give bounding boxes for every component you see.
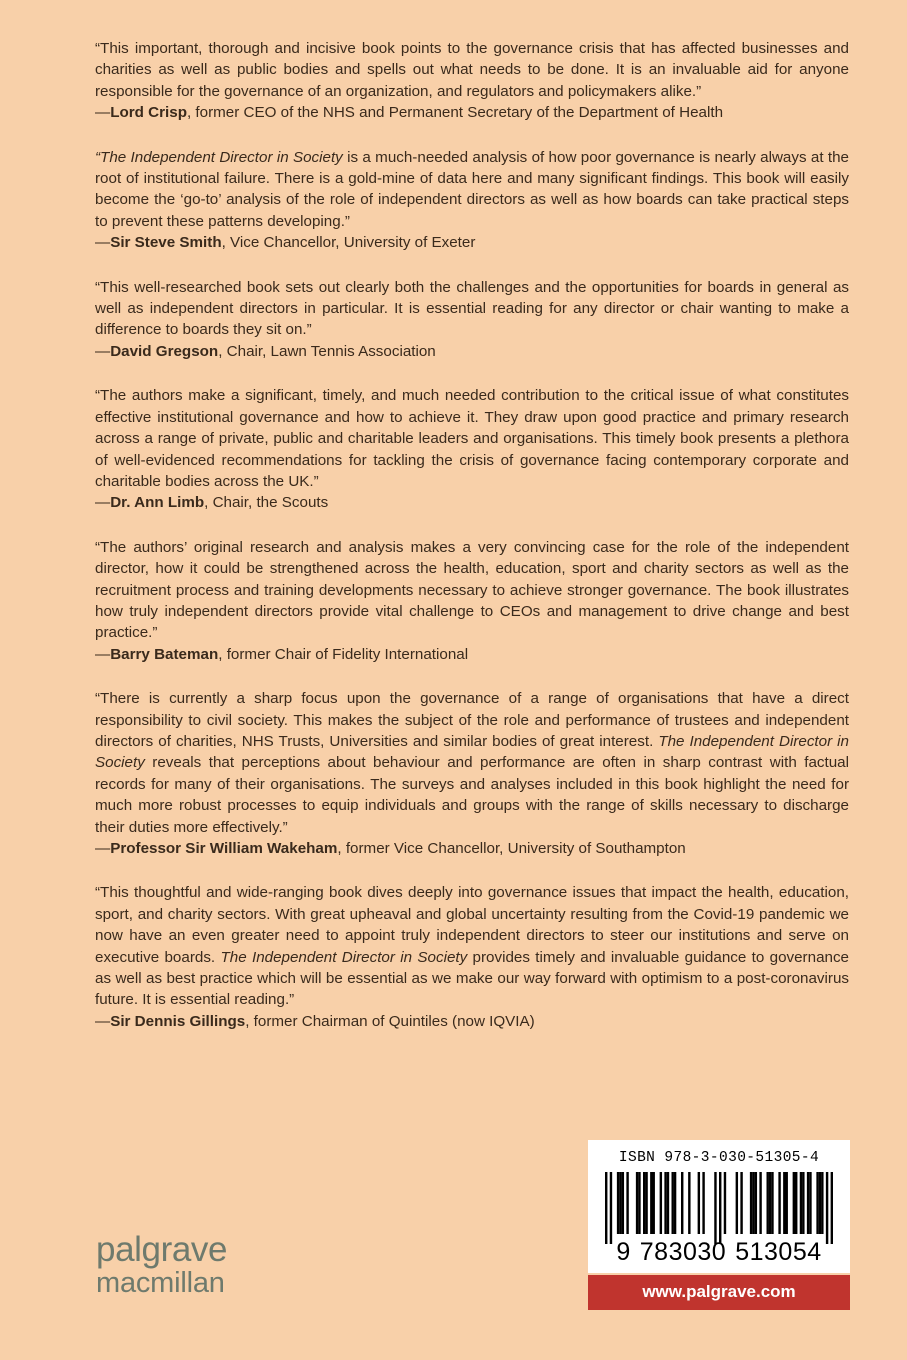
endorsement-quote: [95, 537, 849, 644]
quote-fragment: “This thoughtful and wide-ranging book dives deeply into governance issues that impact the health, education, sport, and charity sectors. With great upheaval and global uncertainty resulting from the Covid-19 pandemic we now have an even greater need to appoint truly independent directors to steer our institutions and serve on executive boards.: [95, 884, 849, 966]
endorsement: [95, 688, 849, 859]
attribution-dash: —: [95, 104, 111, 122]
quote-fragment: “This well-researched book sets out clearly both the challenges and the opportunities for boards in general as well as independent directors in particular. It is essential reading for any director or chair wanting to make a difference to boards they sit on.”: [95, 278, 849, 339]
endorsement-attribution: [95, 838, 849, 859]
attribution-role: , former Vice Chancellor, University of Southampton: [337, 840, 686, 857]
endorsement-attribution: [95, 232, 849, 253]
quote-fragment: “The authors’ original research and analysis makes a very convincing case for the role of the independent director, how it could be strengthened across the health, education, sport and charity sectors as well as the recruitment process and training developments necessary to achieve stronger governance. The book illustrates how truly independent directors provide vital challenge to CEOs and management to drive change and best practice.”: [95, 538, 849, 642]
endorsement: [95, 537, 849, 665]
endorsement-quote: [95, 147, 849, 233]
attribution-dash: —: [95, 1012, 111, 1030]
endorsement: [95, 882, 849, 1032]
isbn-text: ISBN 978-3-030-51305-4: [618, 1150, 820, 1166]
barcode-block: [588, 1140, 850, 1310]
publisher-website-banner[interactable]: www.palgrave.com: [588, 1275, 850, 1310]
publisher-logo: [96, 1232, 227, 1298]
attribution-role: , Vice Chancellor, University of Exeter: [221, 234, 476, 252]
attribution-role: , former CEO of the NHS and Permanent Secretary of the Department of Health: [186, 104, 724, 122]
attribution-person: David Gregson: [110, 342, 219, 360]
attribution-person: Barry Bateman: [110, 645, 219, 663]
endorsement-quote: [95, 277, 849, 341]
endorsement-attribution: [95, 492, 849, 513]
endorsement-quote: [95, 688, 849, 838]
publisher-logo-palgrave: palgrave: [96, 1230, 228, 1269]
book-title-mention: “The Independent Director in Society: [95, 148, 343, 166]
quote-fragment: is a much-needed analysis of how poor governance is nearly always at the root of institutional failure. There is a gold-mine of data here and many significant findings. This book will easily become the ‘go-to’ analysis of the role of independent directors as well as how boards can take practical steps to prevent these patterns developing.”: [95, 148, 849, 230]
attribution-dash: —: [95, 494, 111, 512]
attribution-person: Lord Crisp: [110, 104, 187, 122]
attribution-dash: —: [95, 840, 111, 857]
attribution-dash: —: [95, 342, 111, 360]
quote-fragment: reveals that perceptions about behaviour and performance are often in sharp contrast with factual records for many of their organisations. The surveys and analyses included in this book highlight the need for much more robust processes to equip individuals and groups with the range of skills necessary to discharge their duties more effectively.”: [95, 754, 849, 836]
publisher-logo-macmillan: macmillan: [96, 1267, 225, 1299]
endorsement-attribution: [95, 102, 849, 123]
endorsement: [95, 385, 849, 513]
attribution-role: , former Chair of Fidelity International: [218, 645, 469, 663]
ean-digits: [598, 1238, 840, 1267]
barcode-card: [588, 1140, 850, 1273]
quote-fragment: provides timely and invaluable guidance to governance as well as best practice which will be essential as we make our way forward with optimism to a post-coronavirus future. It is essential reading.”: [95, 948, 849, 1009]
endorsement-quote: [95, 385, 849, 492]
endorsement: [95, 38, 849, 124]
attribution-person: Dr. Ann Limb: [110, 494, 205, 512]
attribution-person: Sir Dennis Gillings: [110, 1012, 246, 1030]
quote-fragment: “The authors make a significant, timely, and much needed contribution to the critical issue of what constitutes effective institutional governance and how to achieve it. They draw upon good practice and primary research across a range of private, public and charitable leaders and organisations. This timely book presents a plethora of well-evidenced recommendations for tackling the crisis of governance facing contemporary corporate and charitable bodies across the UK.”: [95, 387, 849, 490]
book-title-mention: The Independent Director in Society: [220, 948, 468, 966]
book-title-mention: The Independent Director in Society: [95, 732, 849, 772]
attribution-dash: —: [95, 234, 111, 252]
ean-lead-digit: 9: [616, 1238, 631, 1266]
endorsement: [95, 277, 849, 363]
barcode-bars: [605, 1172, 833, 1244]
attribution-person: Professor Sir William Wakeham: [110, 840, 338, 857]
attribution-dash: —: [95, 645, 111, 663]
attribution-person: Sir Steve Smith: [110, 234, 222, 252]
quote-fragment: “This important, thorough and incisive book points to the governance crisis that has affected businesses and charities as well as public bodies and spells out what needs to be done. It is an invaluable aid for anyone responsible for the governance of an organization, and regulators and policymakers alike.”: [95, 40, 849, 100]
attribution-role: , Chair, the Scouts: [204, 494, 329, 512]
ean-left-group: 783030: [639, 1238, 727, 1266]
endorsement-attribution: [95, 644, 849, 665]
ean-right-group: 513054: [735, 1238, 822, 1266]
endorsement-quote: [95, 882, 849, 1010]
endorsements-list: [95, 38, 849, 1055]
endorsement-attribution: [95, 1011, 849, 1032]
attribution-role: , Chair, Lawn Tennis Association: [218, 342, 436, 360]
quote-fragment: “There is currently a sharp focus upon the governance of a range of organisations that have a direct responsibility to civil society. This makes the subject of the role and performance of trustees and independent directors of charities, NHS Trusts, Universities and similar bodies of great interest.: [95, 690, 849, 750]
endorsement-quote: [95, 38, 849, 102]
attribution-role: , former Chairman of Quintiles (now IQVIA): [245, 1012, 535, 1030]
endorsement-attribution: [95, 341, 849, 362]
endorsement: [95, 147, 849, 254]
